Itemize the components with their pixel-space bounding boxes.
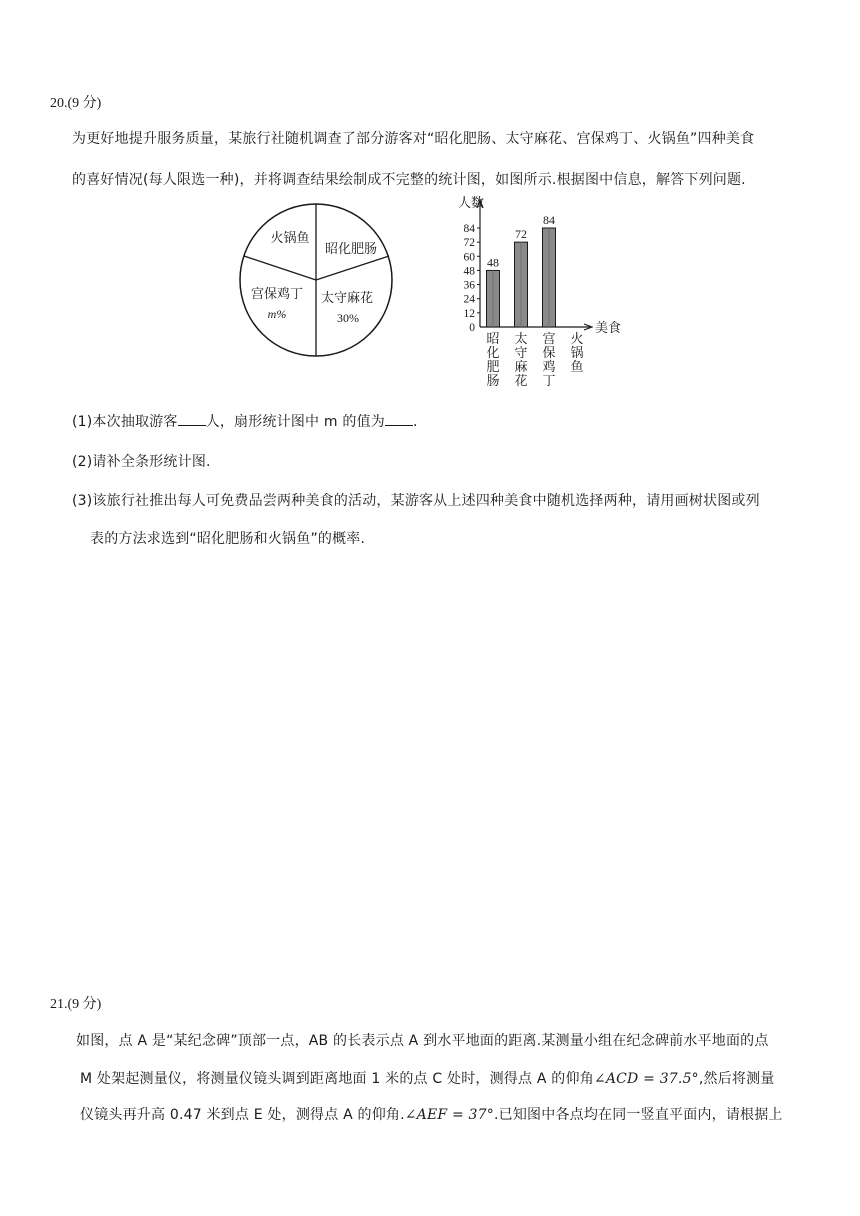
y-tick-label: 48 bbox=[463, 265, 475, 278]
pie-label-huoguoyu: 火锅鱼 bbox=[270, 231, 310, 246]
pie-label-zhaohua: 昭化肥肠 bbox=[324, 242, 378, 257]
q21-line3-text-b: .已知图中各点均在同一竖直平面内，请根据上 bbox=[493, 1107, 783, 1123]
category-label-char: 鸡 bbox=[542, 360, 556, 375]
y-tick-label: 36 bbox=[463, 279, 475, 292]
category-label-char: 守 bbox=[514, 346, 528, 361]
category-label-char: 火 bbox=[570, 332, 584, 347]
part1-text-a: (1)本次抽取游客 bbox=[72, 414, 178, 430]
question-20-stem-line1: 为更好地提升服务质量，某旅行社随机调查了部分游客对“昭化肥肠、太守麻花、宫保鸡丁、火锅鱼”四种美食 bbox=[72, 131, 755, 147]
category-label-char: 麻 bbox=[514, 360, 528, 375]
y-tick-label: 12 bbox=[463, 307, 475, 320]
category-label-char: 花 bbox=[514, 374, 528, 389]
part1-text-b: 人，扇形统计图中 m 的值为 bbox=[205, 414, 385, 430]
part1-text-c: . bbox=[412, 414, 418, 430]
bar-chart bbox=[440, 190, 640, 390]
y-tick-label: 84 bbox=[463, 223, 475, 235]
category-label-char: 保 bbox=[542, 346, 556, 361]
y-axis-label: 人数 bbox=[458, 196, 485, 211]
question-20-stem-line2: 的喜好情况(每人限选一种)，并将调查结果绘制成不完整的统计图，如图所示.根据图中信息，解答下列问题. bbox=[72, 172, 746, 188]
pie-percent-taishou: 30% bbox=[337, 311, 359, 325]
category-label-char: 肥 bbox=[486, 360, 500, 375]
category-label-char: 鱼 bbox=[570, 360, 584, 375]
answer-blank-m bbox=[385, 424, 413, 426]
question-20-part3-line2: 表的方法求选到“昭化肥肠和火锅鱼”的概率. bbox=[90, 531, 366, 547]
category-label-char: 丁 bbox=[542, 374, 556, 389]
q21-line2-text-b: ,然后将测量 bbox=[698, 1071, 775, 1087]
question-21-number: 21.(9 分) bbox=[50, 997, 102, 1012]
data-label-1: 48 bbox=[487, 255, 499, 270]
y-tick-label: 72 bbox=[463, 237, 475, 250]
y-tick-label: 0 bbox=[469, 322, 475, 334]
x-axis-label: 美食 bbox=[595, 321, 622, 336]
category-label-char: 太 bbox=[514, 332, 528, 347]
category-label-char: 宫 bbox=[542, 332, 556, 347]
question-20-part3-line1: (3)该旅行社推出每人可免费品尝两种美食的活动，某游客从上述四种美食中随机选择两种，请用画树状图或列 bbox=[72, 493, 760, 509]
y-tick-label: 60 bbox=[463, 251, 475, 264]
angle-aef: ∠AEF = 37° bbox=[404, 1107, 494, 1123]
category-label-char: 肠 bbox=[486, 374, 500, 389]
category-label-char: 锅 bbox=[570, 346, 584, 361]
data-label-3: 84 bbox=[543, 213, 555, 227]
category-label-char: 化 bbox=[486, 346, 500, 361]
question-20-part1 bbox=[72, 411, 418, 431]
pie-chart bbox=[234, 200, 404, 362]
question-21-line1: 如图，点 A 是“某纪念碑”顶部一点，AB 的长表示点 A 到水平地面的距离.某测量小组在纪念碑前水平地面的点 bbox=[76, 1033, 769, 1049]
data-label-2: 72 bbox=[515, 227, 527, 242]
question-20-part2: (2)请补全条形统计图. bbox=[72, 454, 211, 470]
question-21-line2 bbox=[80, 1068, 775, 1088]
angle-acd: ∠ACD = 37.5° bbox=[593, 1071, 699, 1087]
question-20-number: 20.(9 分) bbox=[50, 96, 102, 111]
pie-percent-gongbao: m% bbox=[267, 307, 287, 321]
pie-label-taishou: 太守麻花 bbox=[320, 291, 374, 306]
q21-line3-text-a: 仪镜头再升高 0.47 米到点 E 处，测得点 A 的仰角. bbox=[80, 1107, 405, 1123]
question-21-line3 bbox=[80, 1104, 783, 1124]
q21-line2-text-a: M 处架起测量仪，将测量仪镜头调到距离地面 1 米的点 C 处时，测得点 A 的仰角 bbox=[80, 1071, 594, 1087]
y-tick-label: 24 bbox=[463, 293, 475, 306]
category-label-char: 昭 bbox=[486, 332, 500, 347]
answer-blank-count bbox=[178, 424, 206, 426]
pie-label-gongbao: 宫保鸡丁 bbox=[250, 287, 304, 302]
